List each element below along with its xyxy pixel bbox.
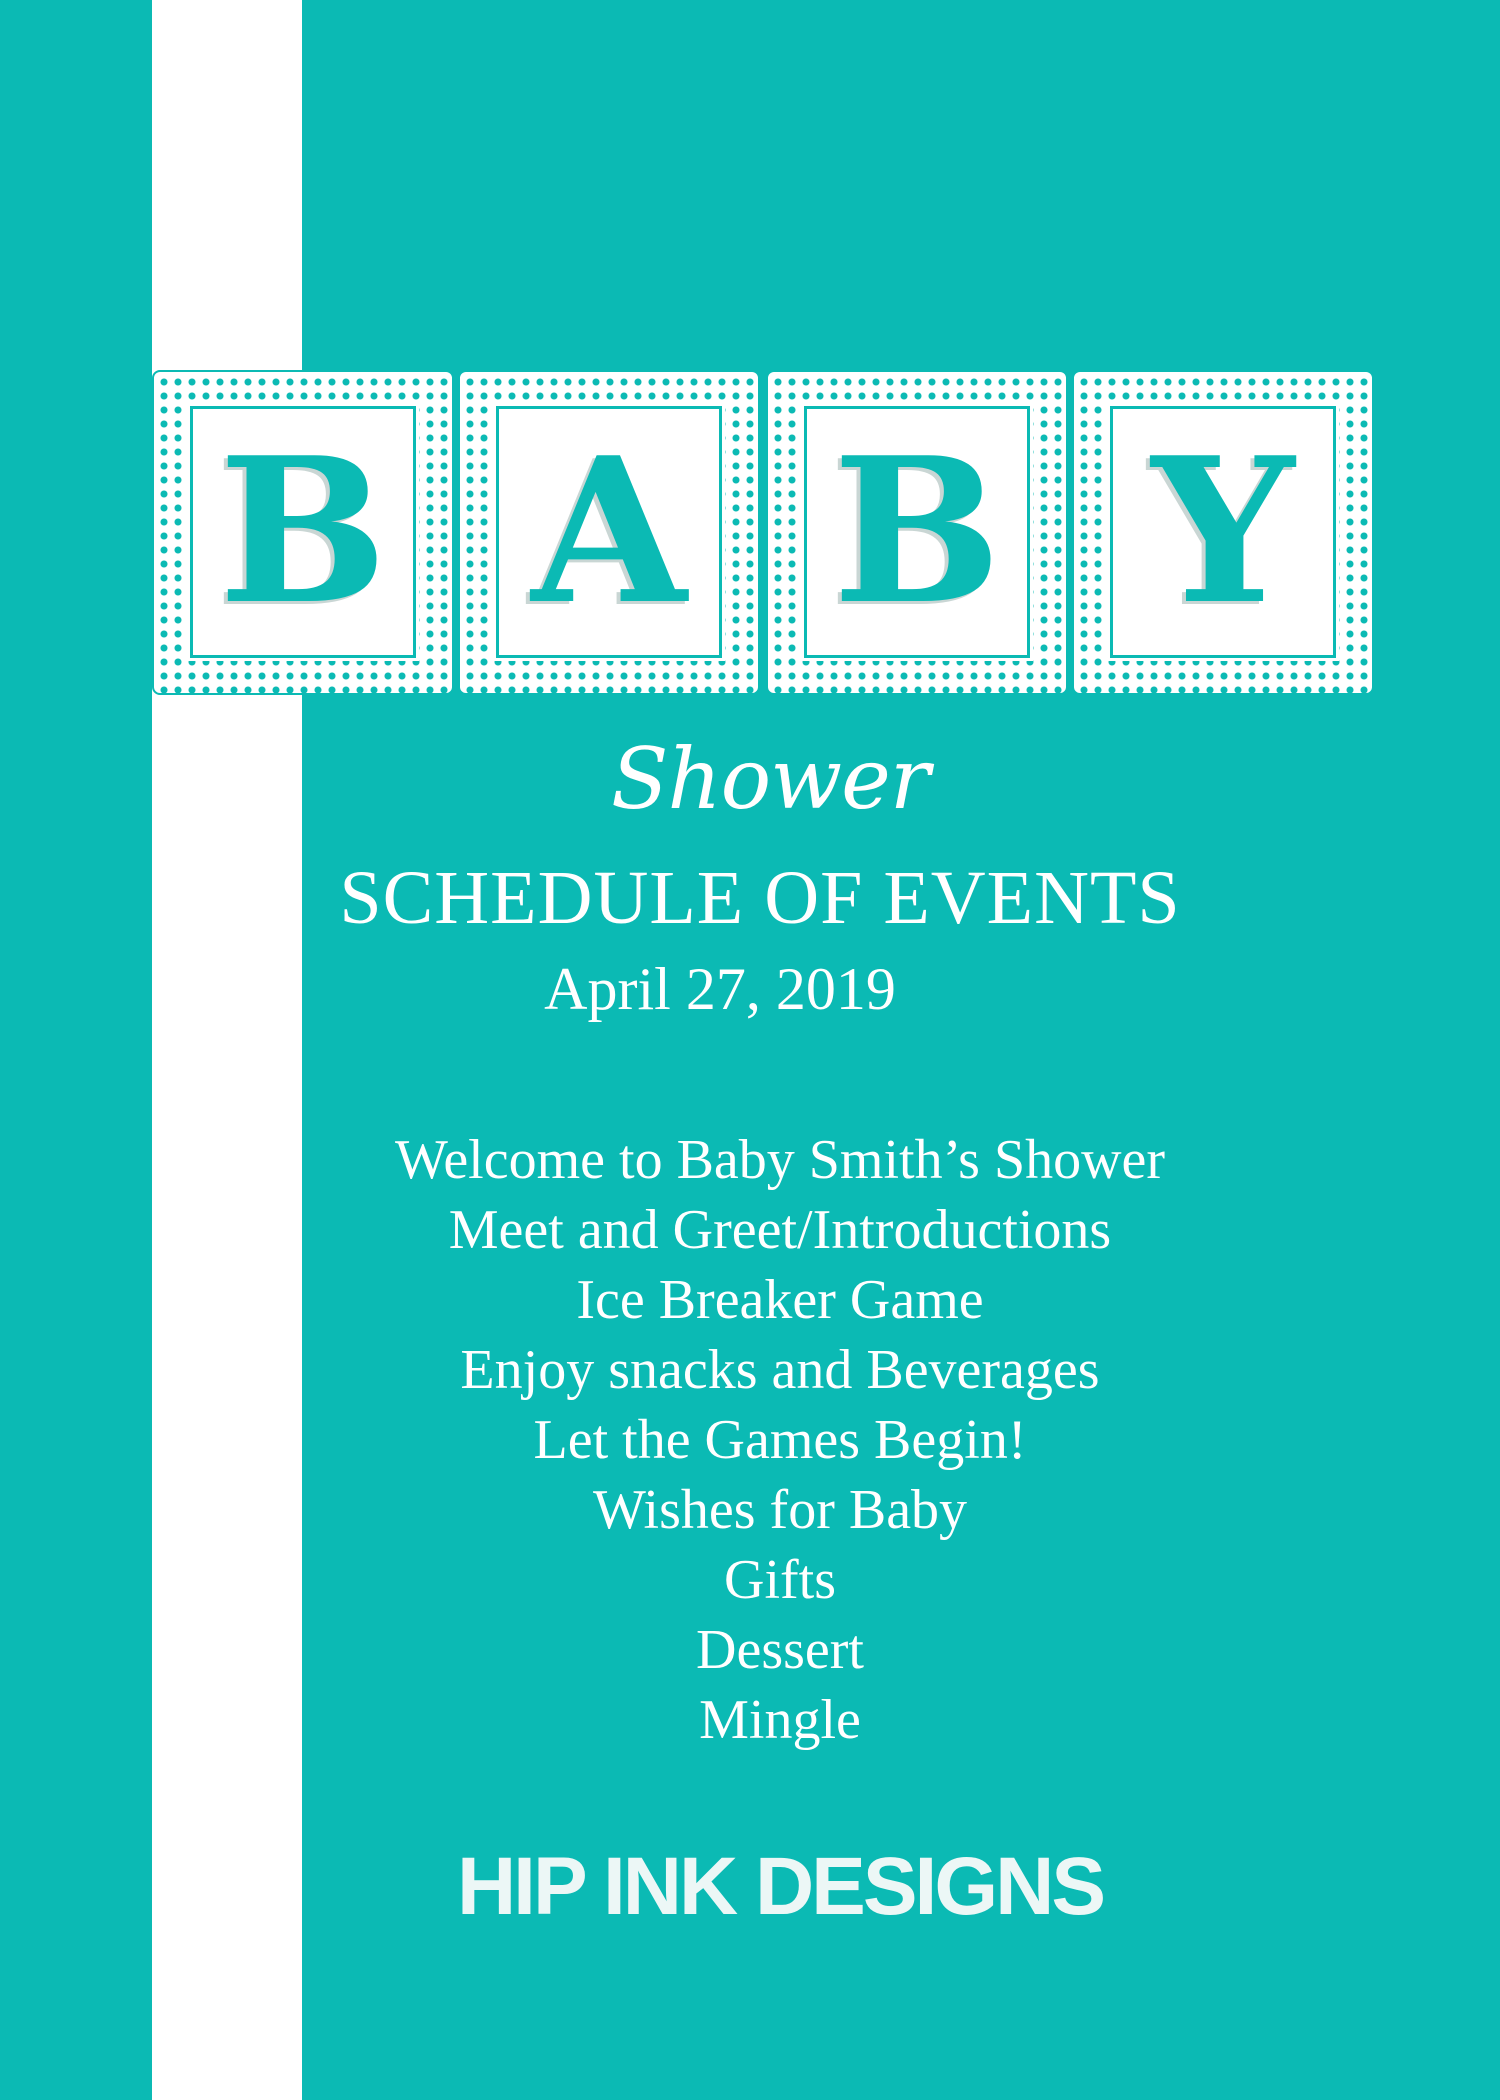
baby-block-2 [458, 370, 760, 695]
event-date: April 27, 2019 [544, 956, 896, 1022]
schedule-item: Dessert [696, 1619, 864, 1681]
schedule-title: SCHEDULE OF EVENTS [339, 856, 1181, 940]
brand-watermark: HIP INK DESIGNS [456, 1841, 1104, 1932]
schedule-item: Welcome to Baby Smith’s Shower [394, 1129, 1166, 1191]
baby-block-4 [1072, 370, 1374, 695]
schedule-item: Ice Breaker Game [576, 1269, 984, 1331]
schedule-item: Mingle [699, 1689, 861, 1751]
white-ribbon-stripe [152, 0, 302, 2100]
schedule-item: Meet and Greet/Introductions [448, 1199, 1112, 1261]
baby-blocks-banner [152, 370, 1378, 695]
shower-subtitle: Shower [611, 730, 929, 828]
baby-block-1 [152, 370, 454, 695]
schedule-item: Gifts [724, 1549, 836, 1611]
baby-block-3-letter: B [832, 414, 1002, 649]
baby-block-4-panel [1110, 406, 1336, 658]
baby-block-1-letter: B [218, 414, 388, 649]
schedule-item: Wishes for Baby [592, 1479, 968, 1541]
baby-block-4-letter: Y [1151, 414, 1295, 649]
schedule-list [300, 1125, 1260, 1755]
baby-block-3 [766, 370, 1068, 695]
baby-block-2-letter: A [531, 414, 687, 649]
baby-block-2-panel [496, 406, 722, 658]
baby-block-3-panel [804, 406, 1030, 658]
schedule-item: Enjoy snacks and Beverages [460, 1339, 1100, 1401]
baby-block-1-panel [190, 406, 416, 658]
schedule-item: Let the Games Begin! [533, 1409, 1027, 1471]
